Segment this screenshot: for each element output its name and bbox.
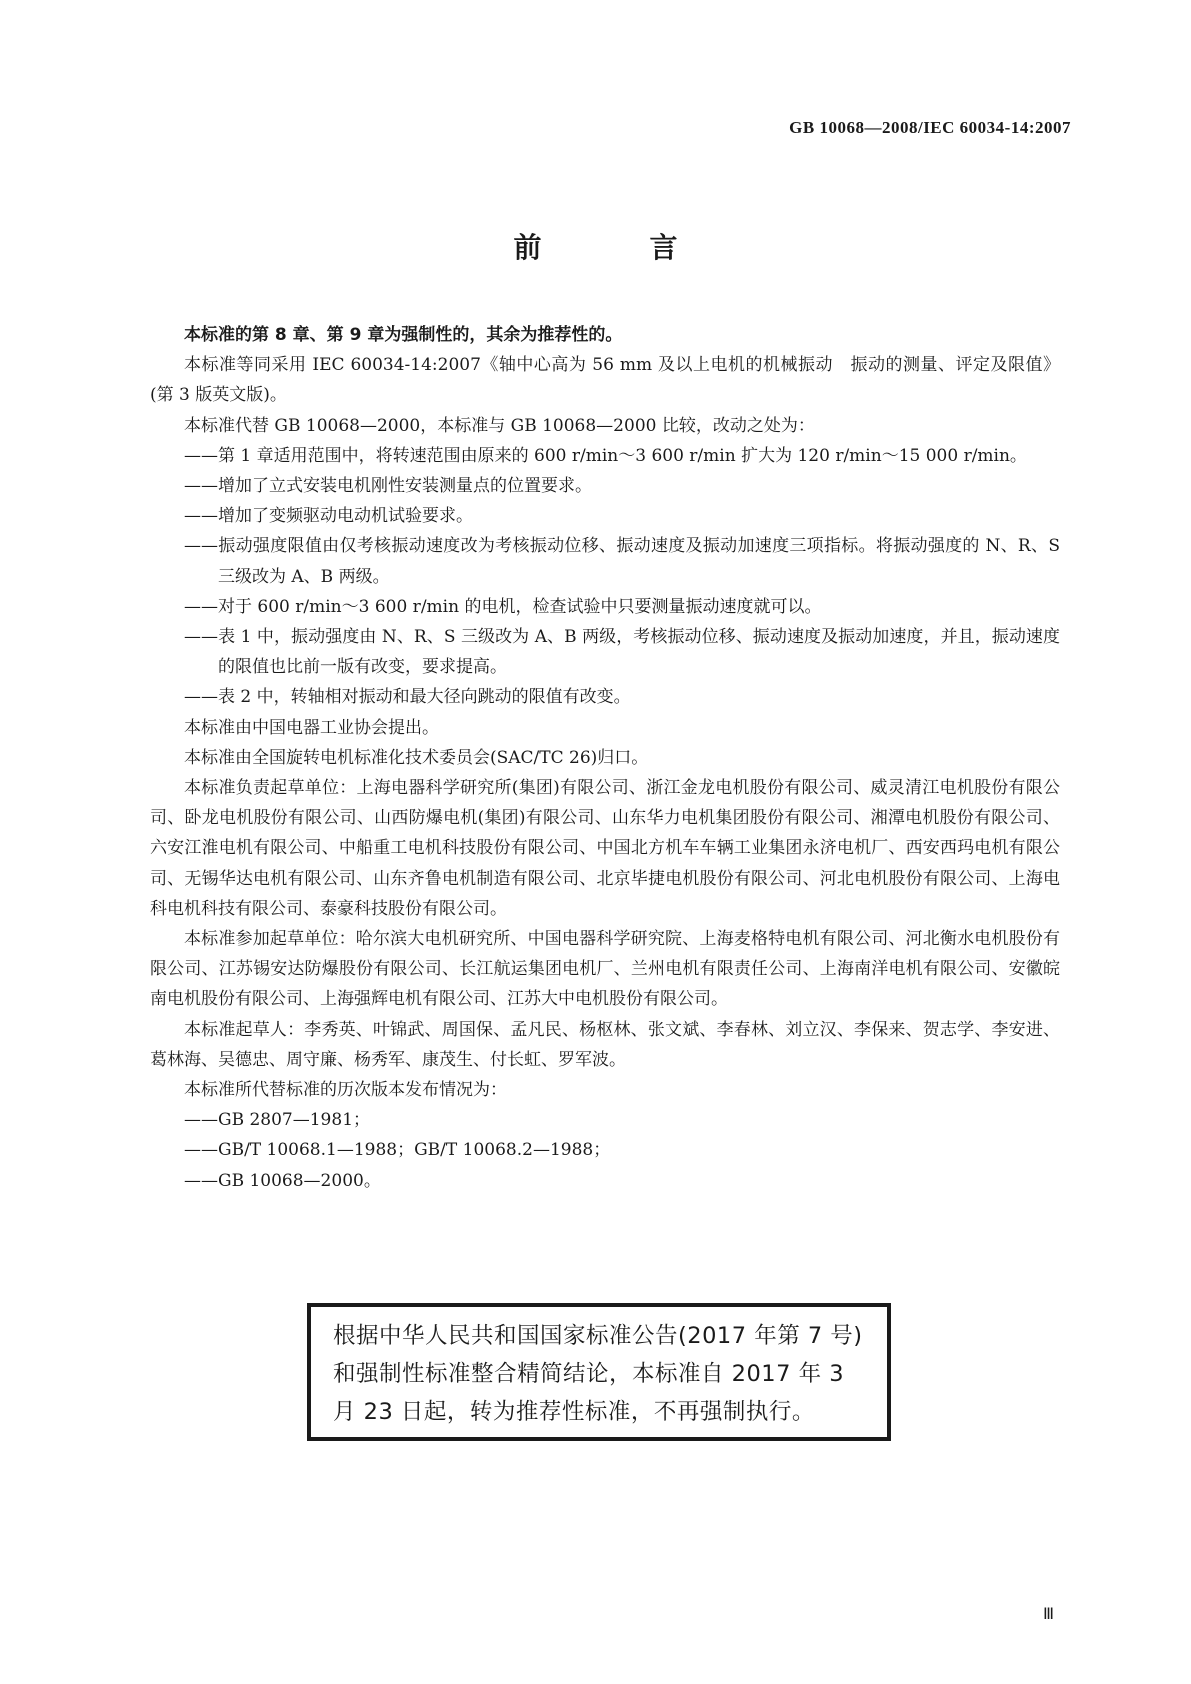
history-item: ——GB 2807—1981； xyxy=(184,1110,371,1131)
paragraph-drafting-units: 本标准负责起草单位：上海电器科学研究所(集团)有限公司、浙江金龙电机股份有限公司、威灵清江电机股份有限公司、卧龙电机股份有限公司、山西防爆电机(集团)有限公司、山东华力电机集团股份有限公司、湘潭电机股份有限公司、六安江淮电机有限公司、中船重工电机科技股份有限公司、中国北方机车车辆工业集团永济电机厂、西安西玛电机有限公司、无锡华达电机有限公司、山东齐鲁电机制造有限公司、北京毕捷电机股份有限公司、河北电机股份有限公司、上海电科电机科技有限公司、泰豪科技股份有限公司。 xyxy=(150,778,1060,919)
change-item: ——对于 600 r/min～3 600 r/min 的电机，检查试验中只要测量振动速度就可以。 xyxy=(184,596,822,617)
paragraph-committee: 本标准由全国旋转电机标准化技术委员会(SAC/TC 26)归口。 xyxy=(184,747,649,768)
paragraph-participating-units: 本标准参加起草单位：哈尔滨大电机研究所、中国电器科学研究院、上海麦格特电机有限公司、河北衡水电机股份有限公司、江苏锡安达防爆股份有限公司、长江航运集团电机厂、兰州电机有限责任公司、上海南洋电机有限公司、安徽皖南电机股份有限公司、上海强辉电机有限公司、江苏大中电机股份有限公司。 xyxy=(150,929,1060,1010)
paragraph-proposer: 本标准由中国电器工业协会提出。 xyxy=(184,717,439,738)
foreword-body xyxy=(150,320,1060,1196)
change-item: ——第 1 章适用范围中，将转速范围由原来的 600 r/min～3 600 r/min 扩大为 120 r/min～15 000 r/min。 xyxy=(184,445,1027,466)
paragraph-history: 本标准所代替标准的历次版本发布情况为： xyxy=(184,1080,507,1101)
change-item: ——振动强度限值由仅考核振动速度改为考核振动位移、振动速度及振动加速度三项指标。将振动强度的 N、R、S 三级改为 A、B 两级。 xyxy=(184,536,1060,587)
standard-code: GB 10068—2008/IEC 60034-14:2007 xyxy=(789,118,1071,137)
change-item: ——增加了立式安装电机刚性安装测量点的位置要求。 xyxy=(184,476,592,497)
history-item: ——GB/T 10068.1—1988；GB/T 10068.2—1988； xyxy=(184,1140,611,1161)
paragraph-adoption: 本标准等同采用 IEC 60034-14:2007《轴中心高为 56 mm 及以上电机的机械振动 振动的测量、评定及限值》(第 3 版英文版)。 xyxy=(150,355,1060,406)
paragraph-drafters: 本标准起草人：李秀英、叶锦武、周国保、孟凡民、杨枢林、张文斌、李春林、刘立汉、李保来、贺志学、李安进、葛林海、吴德忠、周守廉、杨秀军、康茂生、付长虹、罗军波。 xyxy=(150,1019,1060,1070)
change-item: ——表 2 中，转轴相对振动和最大径向跳动的限值有改变。 xyxy=(184,687,631,708)
notice-box: 根据中华人民共和国国家标准公告(2017 年第 7 号)和强制性标准整合精简结论，本标准自 2017 年 3 月 23 日起，转为推荐性标准，不再强制执行。 xyxy=(307,1303,891,1441)
change-item: ——增加了变频驱动电动机试验要求。 xyxy=(184,506,473,527)
paragraph-replaces: 本标准代替 GB 10068—2000，本标准与 GB 10068—2000 比较，改动之处为： xyxy=(184,415,815,436)
paragraph-mandatory-note: 本标准的第 8 章、第 9 章为强制性的，其余为推荐性的。 xyxy=(184,325,623,345)
page-title: 前 言 xyxy=(513,231,718,264)
page-number: Ⅲ xyxy=(1042,1606,1054,1623)
history-item: ——GB 10068—2000。 xyxy=(184,1170,381,1191)
change-item: ——表 1 中，振动强度由 N、R、S 三级改为 A、B 两级，考核振动位移、振动速度及振动加速度，并且，振动速度的限值也比前一版有改变，要求提高。 xyxy=(184,627,1060,678)
